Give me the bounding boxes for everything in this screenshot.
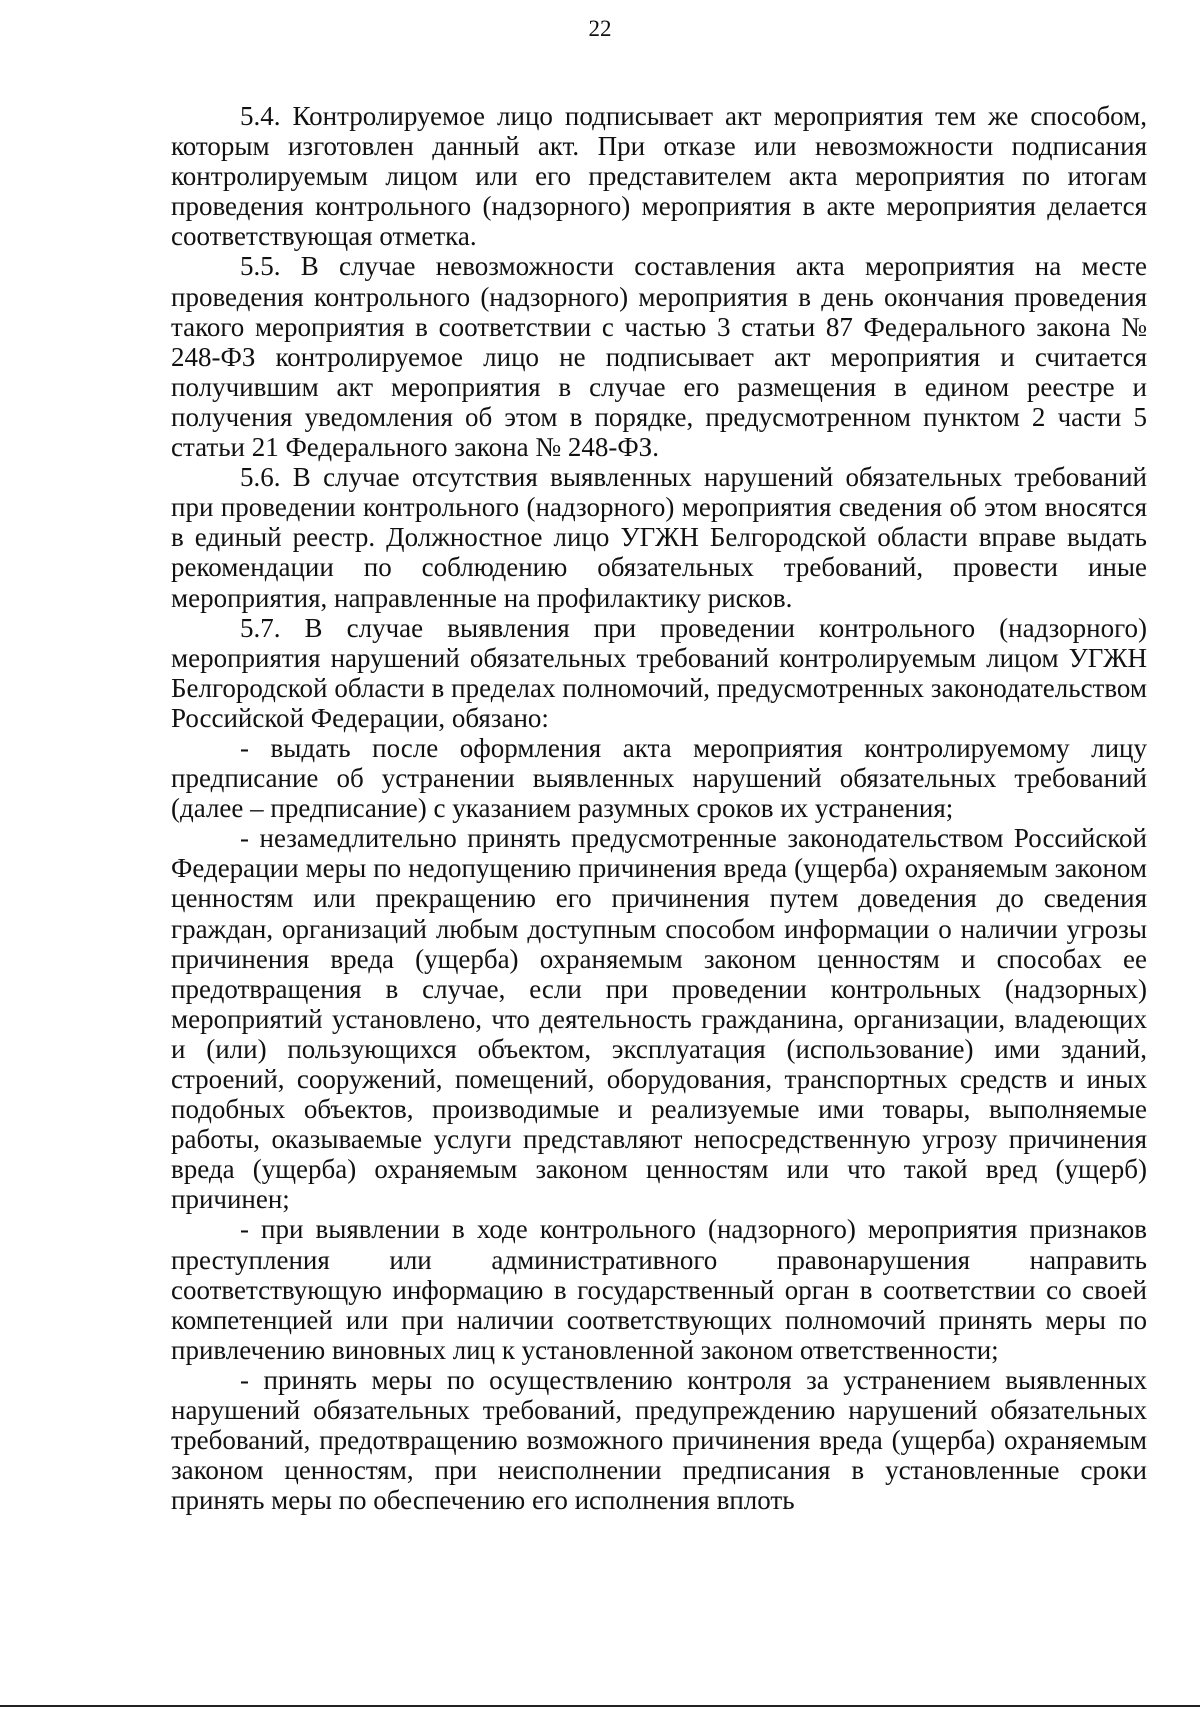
list-item-control-elimination: - принять меры по осуществлению контроля за устранением выявленных нарушений обязательных требований, предупреждению нарушений обязательных требований, предотвращению возможного причинения вреда (ущерба) охраняемым законом ценностям, при неисполнении предписания в установленные сроки принять меры по обеспечению его исполнения вплоть [171, 1364, 1147, 1516]
list-item-prevent-harm: - незамедлительно принять предусмотренные законодательством Российской Федерации меры по недопущению причинения вреда (ущерба) охраняемым законом ценностям или прекращению его причинения путем доведения до сведения граждан, организаций любым доступным способом информации о наличии угрозы причинения вреда (ущерба) охраняемым законом ценностям и способах ее предотвращения в случае, если при проведении контрольных (надзорных) мероприятий установлено, что деятельность гражданина, организации, владеющих и (или) пользующихся объектом, эксплуатация (использование) ими зданий, строений, сооружений, помещений, оборудования, транспортных средств и иных подобных объектов, производимые и реализуемые ими товары, выполняемые работы, оказываемые услуги представляют непосредственную угрозу причинения вреда (ущерба) охраняемым законом ценностям или что такой вред (ущерб) причинен; [171, 823, 1147, 1215]
list-item-report-offense: - при выявлении в ходе контрольного (надзорного) мероприятия признаков преступления или административного правонарушения направить соответствующую информацию в государственный орган в соответствии со своей компетенцией или при наличии соответствующих полномочий принять меры по привлечению виновных лиц к установленной законом ответственности; [171, 1214, 1147, 1365]
paragraph-5-7: 5.7. В случае выявления при проведении контрольного (надзорного) мероприятия нарушений обязательных требований контролируемым лицом УГЖН Белгородской области в пределах полномочий, предусмотренных законодательством Российской Федерации, обязано: [171, 612, 1147, 733]
paragraph-5-5: 5.5. В случае невозможности составления акта мероприятия на месте проведения контрольного (надзорного) мероприятия в день окончания проведения такого мероприятия в соответствии с частью 3 статьи 87 Федерального закона № 248-ФЗ контролируемое лицо не подписывает акт мероприятия и считается получившим акт мероприятия в случае его размещения в едином реестре и получения уведомления об этом в порядке, предусмотренном пунктом 2 части 5 статьи 21 Федерального закона № 248-ФЗ. [171, 251, 1147, 463]
document-body [171, 101, 1147, 1515]
scan-edge-line [0, 1705, 1200, 1707]
paragraph-5-4: 5.4. Контролируемое лицо подписывает акт мероприятия тем же способом, которым изготовлен данный акт. При отказе или невозможности подписания контролируемым лицом или его представителем акта мероприятия по итогам проведения контрольного (надзорного) мероприятия в акте мероприятия делается соответствующая отметка. [171, 101, 1147, 252]
paragraph-5-6: 5.6. В случае отсутствия выявленных нарушений обязательных требований при проведении контрольного (надзорного) мероприятия сведения об этом вносятся в единый реестр. Должностное лицо УГЖН Белгородской области вправе выдать рекомендации по соблюдению обязательных требований, провести иные мероприятия, направленные на профилактику рисков. [171, 462, 1147, 613]
list-item-issue-order: - выдать после оформления акта мероприятия контролируемому лицу предписание об устранении выявленных нарушений обязательных требований (далее – предписание) с указанием разумных сроков их устранения; [171, 732, 1147, 824]
page-number: 22 [588, 16, 612, 41]
